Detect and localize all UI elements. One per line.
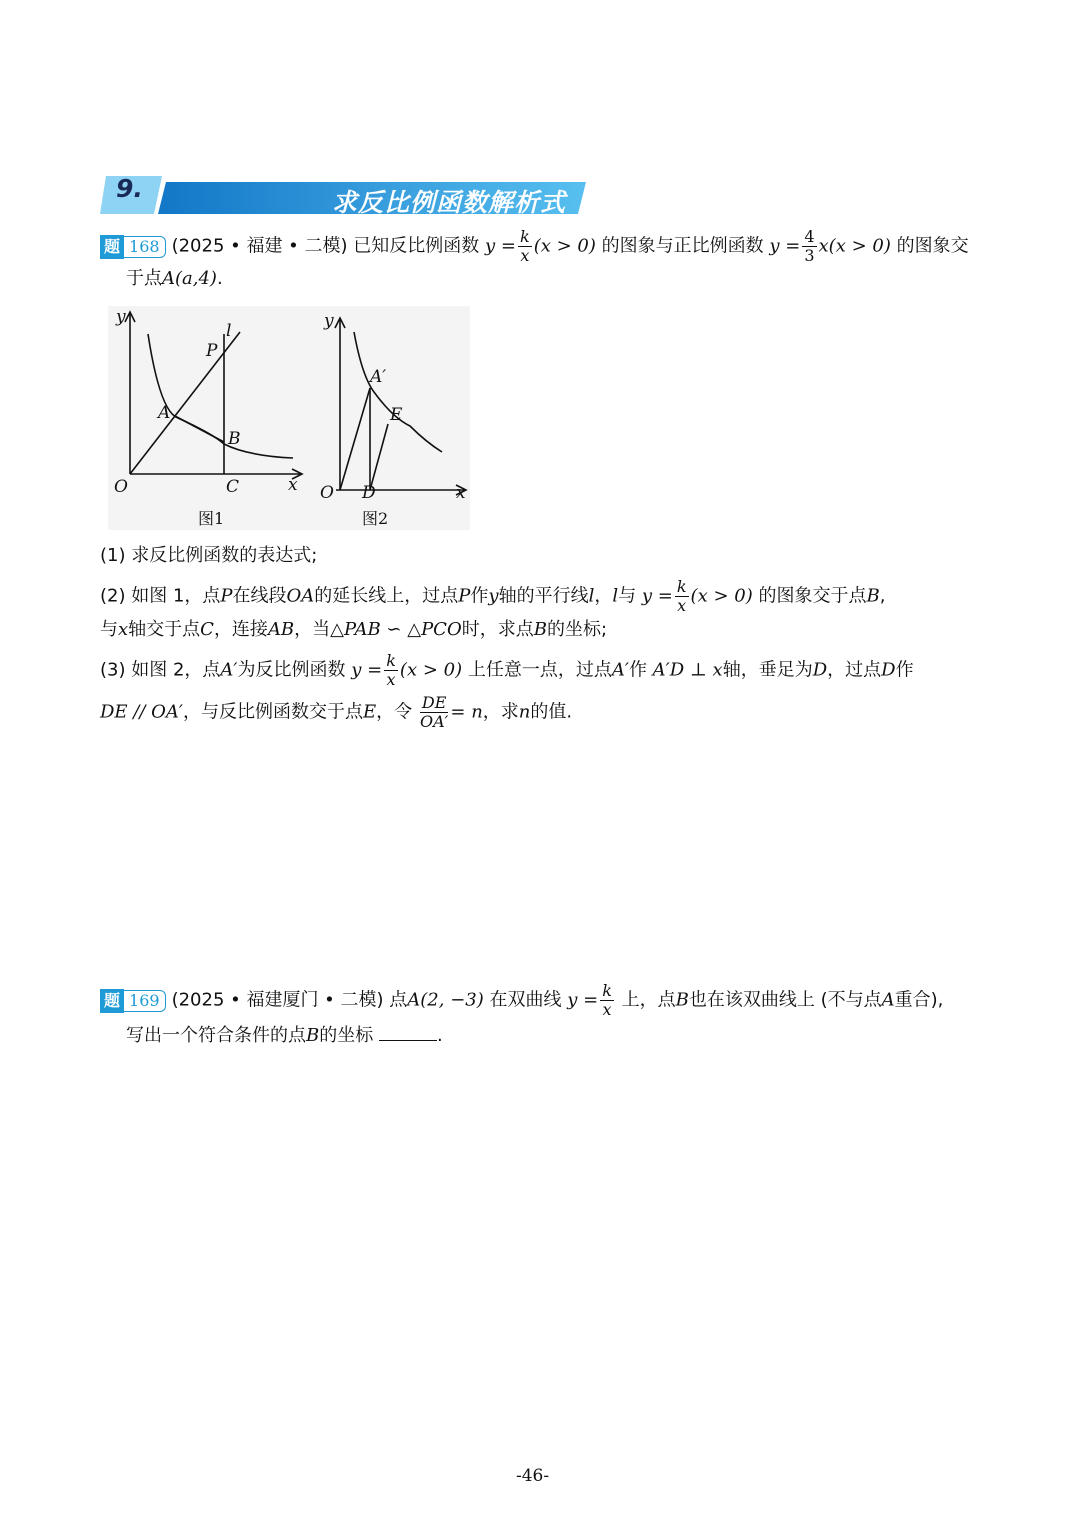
answer-blank[interactable]	[379, 1022, 437, 1041]
fraction-de-oa: $\frac{DE}{OA'}$	[419, 693, 449, 731]
period: .	[216, 268, 223, 289]
q169-var: B	[675, 989, 689, 1011]
p2-text: ，当	[294, 619, 331, 640]
p2-text: 的坐标;	[546, 619, 608, 640]
fig1-label-y: y	[116, 307, 126, 327]
formula-lhs: y =	[485, 235, 516, 257]
q168-text-1: 已知反比例函数	[353, 235, 480, 257]
fig1-label-a: A	[158, 403, 171, 423]
p2-text: ，连接	[213, 619, 268, 640]
section-number: 9.	[116, 174, 143, 203]
figures-svg	[108, 306, 470, 530]
p2-var: B	[533, 619, 547, 640]
p2-text: ，	[594, 585, 613, 607]
equals-n: = n	[450, 701, 483, 723]
p2-text: 作	[470, 585, 489, 607]
p2-text: 的图象交于点	[758, 585, 867, 607]
q168-line2	[126, 266, 223, 292]
formula-lhs: y =	[567, 989, 599, 1011]
fig1-label-x: x	[288, 475, 298, 495]
p3-text: ，过点	[827, 659, 882, 681]
point-a: A(a,4)	[162, 268, 217, 289]
p3-var: D	[881, 659, 896, 681]
formula-condition: (x > 0)	[399, 659, 463, 681]
page-number: -46-	[516, 1466, 550, 1486]
p3-var: E	[363, 701, 377, 723]
p2-text: 与	[618, 585, 637, 607]
fraction-4-3: $\frac{4}{3}$	[804, 227, 815, 265]
p2-text: 在线段	[232, 585, 287, 607]
formula-rest: x(x > 0)	[818, 235, 891, 257]
formula-lhs: y =	[769, 235, 801, 257]
p2-var: l	[588, 585, 595, 607]
p3-text: ，与反比例函数交于点	[183, 701, 363, 723]
p2-var: OA	[286, 585, 315, 607]
p2-var: P	[220, 585, 233, 607]
p3-text: 为反比例函数	[237, 659, 346, 681]
question-number: 168	[124, 236, 166, 258]
parallel-expr: DE // OA′	[100, 701, 183, 723]
fig2-label-d: D	[362, 483, 376, 503]
q169-line2	[126, 1022, 443, 1049]
q169-text: 写出一个符合条件的点	[126, 1025, 306, 1046]
p3-text: 作	[628, 659, 647, 681]
q168-part2-line1	[100, 578, 885, 615]
p3-text: (3) 如图 2，点	[100, 659, 221, 681]
q169-text: 的坐标	[319, 1025, 374, 1046]
q169-var: A	[881, 989, 895, 1011]
fig2-segment-oa	[340, 388, 370, 490]
similar-triangles: △PAB ∽ △PCO	[330, 619, 462, 640]
formula-condition: (x > 0)	[533, 235, 596, 257]
formula-condition: (x > 0)	[690, 585, 753, 607]
p2-text: 时，求点	[461, 619, 534, 640]
fig2-label-x: x	[456, 483, 466, 503]
p2-var: l	[612, 585, 619, 607]
p3-var: A′	[220, 659, 238, 681]
q169-text: 点	[389, 989, 408, 1011]
question-badge: 题	[100, 989, 124, 1013]
q169-text: 也在该双曲线上 (不与点	[688, 989, 882, 1011]
q169-var: B	[306, 1025, 320, 1046]
q168-source: (2025 • 福建 • 二模)	[171, 235, 348, 257]
p2-text: ,	[879, 585, 886, 607]
p3-var: D	[812, 659, 828, 681]
q168-part2-line2	[100, 617, 607, 643]
p3-var: A′	[611, 659, 629, 681]
fig2-label-y: y	[324, 311, 334, 331]
p2-var: AB	[267, 619, 295, 640]
q168-text-2: 的图象与正比例函数	[601, 235, 764, 257]
p2-var: x	[118, 619, 129, 640]
q168-part3-line2	[100, 694, 572, 731]
perpendicular-expr: A′D ⊥ x	[652, 659, 723, 681]
p2-text: 轴交于点	[128, 619, 201, 640]
fig1-label-p: P	[206, 341, 218, 361]
p2-text: (2) 如图 1，点	[100, 585, 221, 607]
p2-var: y	[488, 585, 499, 607]
q169-text: 重合),	[894, 989, 944, 1011]
q168-part1: (1) 求反比例函数的表达式;	[100, 545, 318, 566]
p3-var: n	[518, 701, 531, 723]
fig1-segment-ab	[175, 416, 224, 442]
question-badge: 题	[100, 235, 124, 259]
question-number: 169	[124, 990, 166, 1012]
p2-text: 与	[100, 619, 118, 640]
figure-panel	[108, 306, 470, 530]
p2-var: B	[866, 585, 880, 607]
fig2-label-o: O	[320, 483, 334, 503]
fraction-k-x: $\frac{k}{x}$	[602, 981, 612, 1019]
formula-lhs: y =	[641, 585, 673, 607]
q168-part3-line1	[100, 652, 914, 689]
p3-text: ，令	[376, 701, 413, 723]
q169-source: (2025 • 福建厦门 • 二模)	[171, 989, 384, 1011]
fig1-label-o: O	[114, 477, 128, 497]
formula-lhs: y =	[351, 659, 383, 681]
point-a: A(2, −3)	[407, 989, 484, 1011]
p3-text: 的值.	[530, 701, 573, 723]
fig1-caption: 图1	[198, 509, 225, 528]
fig1-label-b: B	[228, 429, 241, 449]
q169-text: 上，点	[621, 989, 676, 1011]
q168-line2-text: 于点	[126, 268, 162, 289]
period: .	[436, 1025, 443, 1046]
fig2-label-a-prime: A′	[370, 367, 387, 387]
q168-text-3: 的图象交	[896, 235, 969, 257]
fig1-label-l: l	[226, 321, 232, 341]
section-title: 求反比例函数解析式	[332, 188, 567, 217]
q169-text: 在双曲线	[489, 989, 562, 1011]
p2-var: C	[200, 619, 214, 640]
p3-text: 上任意一点，过点	[467, 659, 612, 681]
p2-var: P	[458, 585, 471, 607]
p2-text: 的延长线上，过点	[314, 585, 459, 607]
q168-line1	[100, 228, 969, 265]
fraction-k-x: $\frac{k}{x}$	[386, 651, 396, 689]
p3-text: 轴，垂足为	[722, 659, 813, 681]
fraction-k-x: $\frac{k}{x}$	[520, 227, 530, 265]
q169-line1	[100, 982, 943, 1019]
fig1-label-c: C	[226, 477, 240, 497]
fig2-caption: 图2	[362, 509, 389, 528]
fig2-label-e: E	[390, 405, 403, 425]
fraction-k-x: $\frac{k}{x}$	[676, 577, 687, 615]
fig2-hyperbola	[354, 332, 442, 452]
p2-text: 轴的平行线	[498, 585, 589, 607]
p3-text: ，求	[482, 701, 519, 723]
fig2-segment-de	[370, 424, 388, 490]
p3-text: 作	[895, 659, 914, 681]
